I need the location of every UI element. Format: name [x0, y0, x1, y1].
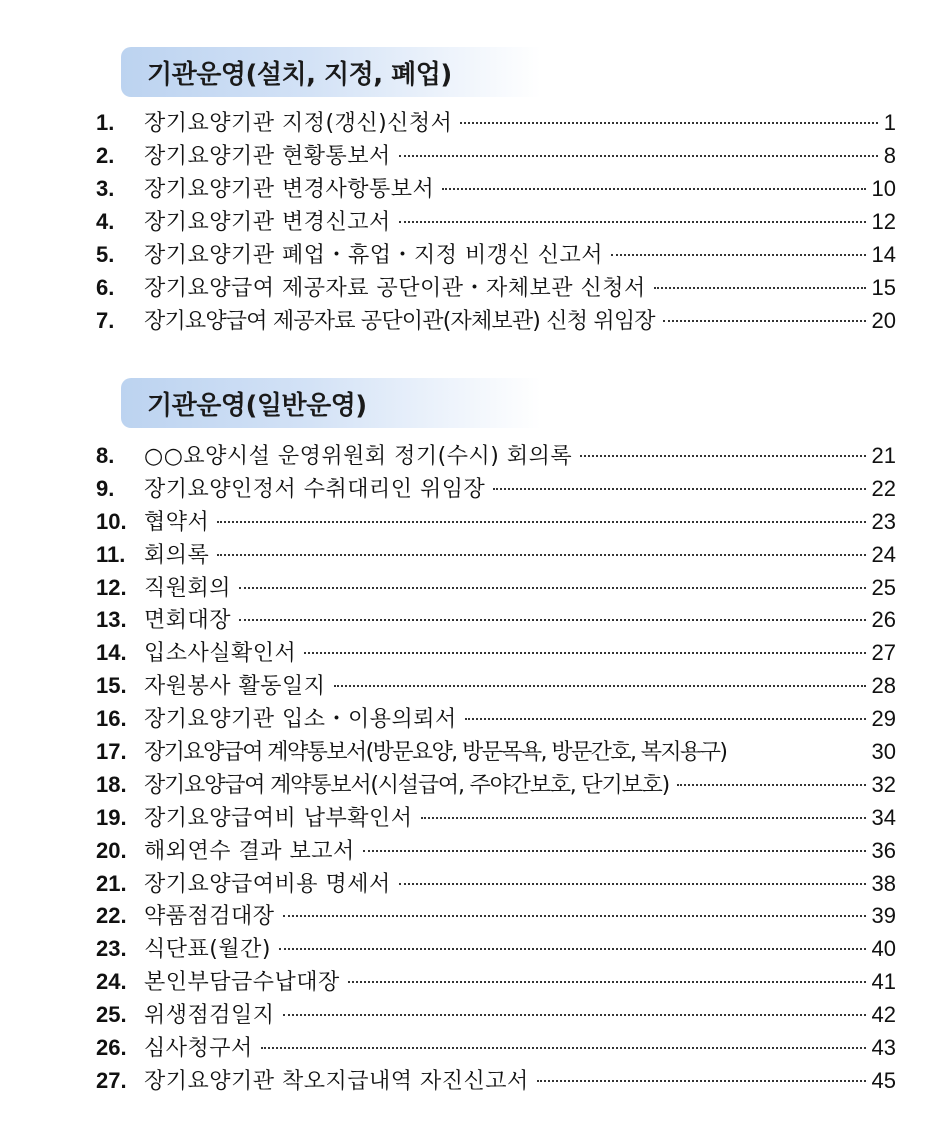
dot-leader: [239, 587, 866, 589]
toc-item-20[interactable]: [96, 835, 896, 868]
toc-item-23[interactable]: [96, 933, 896, 966]
toc-page-number: 26: [871, 607, 896, 633]
toc-title: 장기요양기관 폐업・휴업・지정 비갱신 신고서: [144, 243, 604, 268]
toc-page-number: 38: [871, 870, 896, 896]
toc-number: 12.: [96, 574, 127, 600]
toc-item-11[interactable]: [96, 539, 896, 572]
toc-item-4[interactable]: [96, 205, 896, 238]
toc-number: 1.: [96, 110, 115, 135]
toc-item-16[interactable]: [96, 703, 896, 736]
toc-number: 8.: [96, 443, 115, 468]
toc-title: 약품점검대장: [144, 904, 275, 930]
toc-title: 장기요양급여 계약통보서(방문요양, 방문목욕, 방문간호, 복지용구): [144, 740, 727, 766]
toc-title: ○○요양시설 운영위원회 정기(수시) 회의록: [144, 444, 573, 469]
toc-page-number: 45: [871, 1067, 896, 1093]
toc-page-number: 25: [871, 574, 896, 600]
toc-number: 7.: [96, 308, 115, 333]
toc-page-number: 30: [871, 739, 896, 765]
dot-leader: [663, 320, 866, 322]
toc-title: 장기요양급여비 납부확인서: [144, 805, 413, 831]
toc-item-27[interactable]: [96, 1065, 896, 1098]
section-facility-setup: [96, 47, 896, 337]
toc-number: 3.: [96, 176, 115, 201]
toc-item-7[interactable]: [96, 304, 896, 337]
toc-title: 본인부담금수납대장: [144, 970, 340, 996]
toc-number: 17.: [96, 739, 127, 765]
section-title: 기관운영(설치, 지정, 폐업): [147, 59, 452, 90]
toc-page-number: 14: [871, 242, 896, 267]
toc-title: 장기요양급여 제공자료 공단이관・자체보관 신청서: [144, 276, 646, 301]
toc-title: 해외연수 결과 보고서: [144, 838, 355, 864]
dot-leader: [261, 1047, 866, 1049]
dot-leader: [654, 287, 866, 289]
toc-title: 장기요양급여 계약통보서(시설급여, 주야간보호, 단기보호): [144, 772, 669, 798]
toc-title: 면회대장: [144, 608, 232, 634]
toc-page-number: 10: [871, 176, 896, 201]
toc-number: 16.: [96, 706, 127, 732]
toc-item-14[interactable]: [96, 637, 896, 670]
dot-leader: [283, 1014, 866, 1016]
toc-title: 장기요양급여비용 명세서: [144, 871, 391, 897]
toc-number: 13.: [96, 607, 127, 633]
toc-title: 협약서: [144, 509, 210, 535]
dot-leader: [334, 685, 866, 687]
toc-number: 10.: [96, 508, 127, 534]
toc-page-number: 23: [871, 508, 896, 534]
toc-title: 심사청구서: [144, 1036, 253, 1062]
dot-leader: [460, 122, 877, 124]
toc-item-10[interactable]: [96, 506, 896, 539]
section-general-operation: [96, 378, 896, 1098]
toc-number: 14.: [96, 640, 127, 666]
toc-page-number: 43: [871, 1035, 896, 1061]
toc-page-number: 20: [871, 308, 896, 333]
toc-number: 2.: [96, 143, 115, 168]
toc-number: 9.: [96, 475, 115, 501]
toc-page-number: 40: [871, 936, 896, 962]
toc-title: 자원봉사 활동일지: [144, 674, 326, 700]
toc-number: 5.: [96, 242, 115, 267]
toc-item-8[interactable]: [96, 440, 896, 473]
toc-title: 위생점검일지: [144, 1003, 275, 1029]
toc-item-2[interactable]: [96, 139, 896, 172]
toc-item-25[interactable]: [96, 999, 896, 1032]
dot-leader: [279, 948, 866, 950]
toc-item-13[interactable]: [96, 604, 896, 637]
toc-item-9[interactable]: [96, 473, 896, 506]
toc-item-5[interactable]: [96, 238, 896, 271]
toc-number: 21.: [96, 870, 127, 896]
toc-title: 장기요양기관 현황통보서: [144, 144, 391, 169]
toc-item-18[interactable]: [96, 769, 896, 802]
dot-leader: [283, 915, 866, 917]
toc-page-number: 15: [871, 275, 896, 300]
toc-item-12[interactable]: [96, 572, 896, 605]
toc-title: 장기요양기관 착오지급내역 자진신고서: [144, 1068, 529, 1094]
toc-page-number: 36: [871, 837, 896, 863]
section-header: [121, 378, 541, 428]
toc-page-number: 22: [871, 475, 896, 501]
toc-number: 23.: [96, 936, 127, 962]
toc-number: 27.: [96, 1067, 127, 1093]
toc-page-number: 12: [871, 209, 896, 234]
dot-leader: [442, 188, 865, 190]
toc-item-19[interactable]: [96, 802, 896, 835]
toc-number: 22.: [96, 903, 127, 929]
toc-item-1[interactable]: [96, 106, 896, 139]
section-title: 기관운영(일반운영): [147, 390, 367, 421]
toc-title: 장기요양인정서 수취대리인 위임장: [144, 476, 486, 502]
toc-title: 장기요양기관 변경사항통보서: [144, 177, 435, 202]
toc-item-22[interactable]: [96, 900, 896, 933]
toc-item-26[interactable]: [96, 1032, 896, 1065]
toc-page-number: 29: [871, 706, 896, 732]
toc-number: 4.: [96, 209, 115, 234]
dot-leader: [304, 652, 865, 654]
toc-page-number: 24: [871, 541, 896, 567]
dot-leader: [217, 521, 865, 523]
toc-item-15[interactable]: [96, 670, 896, 703]
dot-leader: [677, 784, 866, 786]
dot-leader: [537, 1080, 866, 1082]
toc-title: 장기요양기관 변경신고서: [144, 210, 391, 235]
dot-leader: [363, 850, 866, 852]
toc-number: 11.: [96, 541, 126, 567]
toc-list: [96, 106, 896, 337]
dot-leader: [493, 488, 865, 490]
toc-title: 장기요양기관 입소・이용의뢰서: [144, 707, 457, 733]
toc-page-number: 27: [871, 640, 896, 666]
toc-item-24[interactable]: [96, 966, 896, 999]
dot-leader: [580, 455, 865, 457]
toc-number: 19.: [96, 804, 127, 830]
toc-number: 20.: [96, 837, 127, 863]
toc-number: 25.: [96, 1002, 127, 1028]
toc-page-number: 41: [871, 969, 896, 995]
dot-leader: [399, 883, 866, 885]
dot-leader: [611, 254, 865, 256]
toc-item-21[interactable]: [96, 868, 896, 901]
toc-page-number: 28: [871, 673, 896, 699]
dot-leader: [239, 619, 866, 621]
toc-number: 26.: [96, 1035, 127, 1061]
toc-item-6[interactable]: [96, 271, 896, 304]
toc-title: 장기요양급여 제공자료 공단이관(자체보관) 신청 위임장: [144, 309, 655, 334]
dot-leader: [348, 981, 866, 983]
toc-page-number: 8: [883, 143, 896, 168]
toc-item-17[interactable]: [96, 736, 896, 769]
toc-page-number: 1: [883, 110, 896, 135]
toc-number: 24.: [96, 969, 127, 995]
dot-leader: [399, 155, 878, 157]
toc-page-number: 39: [871, 903, 896, 929]
toc-page-number: 21: [871, 443, 896, 468]
toc-page-number: 32: [871, 771, 896, 797]
toc-page-number: 34: [871, 804, 896, 830]
toc-list: [96, 440, 896, 1098]
dot-leader: [465, 718, 866, 720]
toc-number: 18.: [96, 771, 127, 797]
toc-page-number: 42: [871, 1002, 896, 1028]
toc-title: 회의록: [144, 542, 210, 568]
section-header: [121, 47, 541, 97]
toc-title: 입소사실확인서: [144, 641, 297, 667]
toc-title: 식단표(월간): [144, 937, 271, 963]
toc-title: 장기요양기관 지정(갱신)신청서: [144, 111, 453, 136]
dot-leader: [399, 221, 866, 223]
toc-number: 6.: [96, 275, 115, 300]
toc-title: 직원회의: [144, 575, 232, 601]
toc-number: 15.: [96, 673, 127, 699]
toc-item-3[interactable]: [96, 172, 896, 205]
dot-leader: [217, 554, 865, 556]
dot-leader: [421, 817, 866, 819]
